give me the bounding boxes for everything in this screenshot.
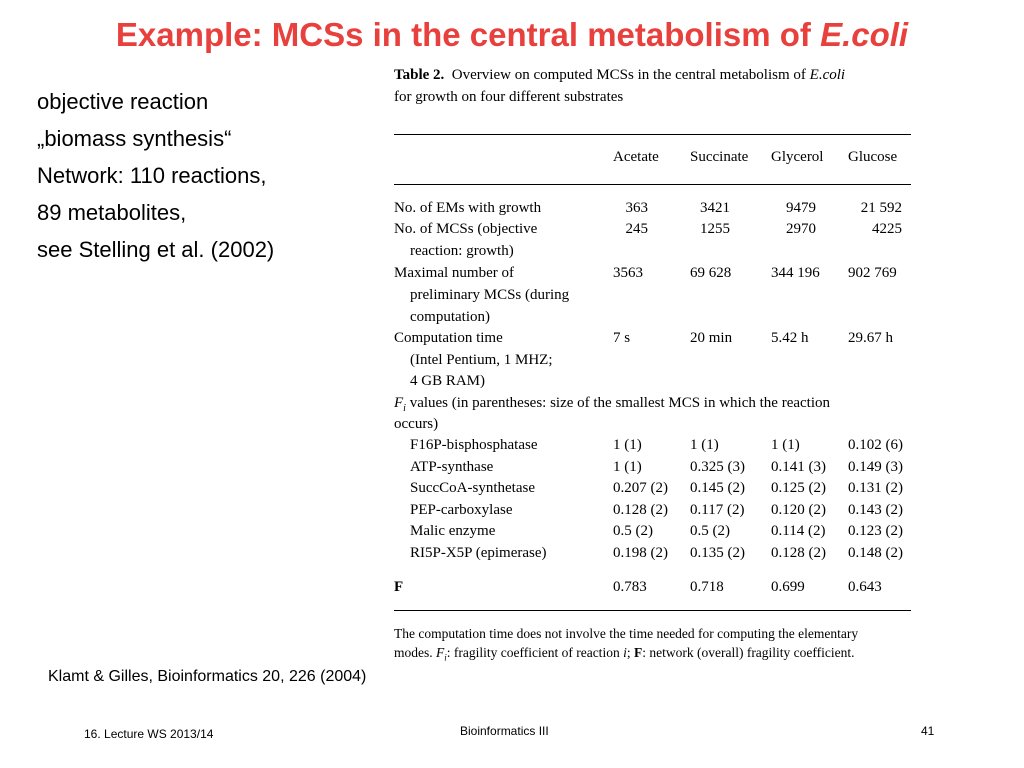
- row-label: No. of MCSs (objective: [394, 221, 538, 237]
- table-cell: 0.148 (2): [848, 545, 903, 561]
- table-cell: 0.643: [848, 579, 882, 595]
- row-label: ATP-synthase: [410, 459, 494, 475]
- column-header: Glucose: [848, 149, 898, 165]
- table-cell: 902 769: [848, 265, 897, 281]
- footnote-modes: modes.: [394, 645, 433, 660]
- table-cell: 0.128 (2): [613, 502, 668, 518]
- table-cell: 9479: [786, 200, 816, 216]
- table-cell: 0.135 (2): [690, 545, 745, 561]
- footnote-line-1: The computation time does not involve the time needed for computing the elementary: [394, 626, 859, 641]
- footnote-i: i: [623, 645, 627, 660]
- row-label: Computation time: [394, 330, 503, 346]
- row-label: PEP-carboxylase: [410, 502, 513, 518]
- table-cell: 0.325 (3): [690, 459, 745, 475]
- fi-heading-text: values (in parentheses: size of the smallest MCS in which the reaction: [409, 395, 831, 411]
- left-line: see Stelling et al. (2002): [37, 237, 275, 262]
- left-description: [37, 83, 274, 268]
- title-main: Example: MCSs in the central metabolism of: [115, 16, 821, 53]
- table-cell: 0.120 (2): [771, 502, 826, 518]
- table-cell: 3421: [700, 200, 730, 216]
- left-line: „biomass synthesis“: [37, 126, 232, 151]
- table-cell: 0.123 (2): [848, 523, 903, 539]
- reference: Klamt & Gilles, Bioinformatics 20, 226 (2004): [48, 668, 367, 685]
- table-cell: 245: [625, 221, 648, 237]
- caption-text: Overview on computed MCSs in the central metabolism of: [451, 67, 806, 83]
- row-label: RI5P-X5P (epimerase): [410, 545, 547, 561]
- caption-text-2: for growth on four different substrates: [394, 89, 624, 105]
- table-cell: 363: [625, 200, 648, 216]
- caption-italic: E.coli: [809, 67, 846, 83]
- table-cell: 0.5 (2): [690, 523, 730, 539]
- footnote-fi: F: [436, 645, 445, 660]
- column-header: Succinate: [690, 149, 749, 165]
- footer-course: Bioinformatics III: [460, 724, 549, 738]
- left-line: objective reaction: [37, 89, 209, 114]
- column-header: Glycerol: [771, 149, 824, 165]
- table-bottom-rule: [394, 610, 911, 611]
- footnote-fi-sub: i: [444, 652, 447, 663]
- footnote-text: : fragility coefficient of reaction: [446, 645, 620, 660]
- row-label: computation): [410, 309, 490, 325]
- row-label: SuccCoA-synthetase: [410, 480, 535, 496]
- column-header: Acetate: [613, 149, 659, 165]
- row-label: No. of EMs with growth: [394, 200, 542, 216]
- table-cell: 0.149 (3): [848, 459, 903, 475]
- table-cell: 0.125 (2): [771, 480, 826, 496]
- table-cell: 1 (1): [613, 437, 642, 453]
- table-cell: 21 592: [860, 200, 902, 216]
- table-header-rule: [394, 184, 911, 185]
- table-cell: 69 628: [690, 265, 732, 281]
- table-cell: 4225: [872, 221, 902, 237]
- footnote-text-2: : network (overall) fragility coefficient.: [642, 645, 855, 660]
- table-cell: 1 (1): [690, 437, 719, 453]
- table-cell: 3563: [613, 265, 643, 281]
- table-cell: 0.718: [690, 579, 724, 595]
- table-cell: 0.145 (2): [690, 480, 745, 496]
- fi-heading-text-2: occurs): [394, 416, 439, 432]
- title-italic: E.coli: [820, 16, 909, 53]
- fi-symbol: F: [394, 395, 404, 411]
- table-body: [394, 197, 914, 617]
- row-label: preliminary MCSs (during: [410, 287, 570, 303]
- table-cell: 0.114 (2): [771, 523, 826, 539]
- row-label: F16P-bisphosphatase: [410, 437, 538, 453]
- table-cell: 0.102 (6): [848, 437, 903, 453]
- table-cell: 0.5 (2): [613, 523, 653, 539]
- table-cell: 5.42 h: [771, 330, 809, 346]
- row-label: (Intel Pentium, 1 MHZ;: [410, 352, 553, 368]
- footer-lecture: 16. Lecture WS 2013/14: [84, 727, 214, 741]
- fi-subscript: i: [403, 403, 406, 414]
- row-label: Maximal number of: [394, 265, 514, 281]
- table-cell: 0.783: [613, 579, 647, 595]
- table-cell: 0.131 (2): [848, 480, 903, 496]
- row-label: reaction: growth): [410, 243, 514, 259]
- caption-label: Table 2.: [394, 67, 445, 83]
- table-cell: 1255: [700, 221, 730, 237]
- footnote-semicolon: ;: [626, 645, 631, 660]
- table-cell: 0.117 (2): [690, 502, 745, 518]
- left-line: 89 metabolites,: [37, 200, 187, 225]
- table-cell: 0.207 (2): [613, 480, 668, 496]
- table-cell: 344 196: [771, 265, 820, 281]
- table-cell: 1 (1): [771, 437, 800, 453]
- footnote-f: F: [633, 645, 643, 660]
- table-cell: 0.143 (2): [848, 502, 903, 518]
- table-caption: [394, 64, 934, 108]
- left-line: Network: 110 reactions,: [37, 163, 267, 188]
- slide-title: [0, 16, 1024, 54]
- table-cell: 2970: [786, 221, 816, 237]
- table-cell: 0.141 (3): [771, 459, 826, 475]
- table-cell: 0.198 (2): [613, 545, 668, 561]
- footer-page-number: 41: [921, 724, 935, 738]
- row-label: 4 GB RAM): [410, 373, 486, 389]
- table-cell: 0.128 (2): [771, 545, 826, 561]
- row-label: Malic enzyme: [410, 523, 496, 539]
- table-cell: 29.67 h: [848, 330, 893, 346]
- row-label-f: F: [394, 579, 404, 595]
- table-top-rule: [394, 134, 911, 135]
- table-cell: 7 s: [613, 330, 631, 346]
- table-cell: 1 (1): [613, 459, 642, 475]
- table-footnote: [394, 624, 924, 668]
- table-cell: 0.699: [771, 579, 805, 595]
- table-cell: 20 min: [690, 330, 733, 346]
